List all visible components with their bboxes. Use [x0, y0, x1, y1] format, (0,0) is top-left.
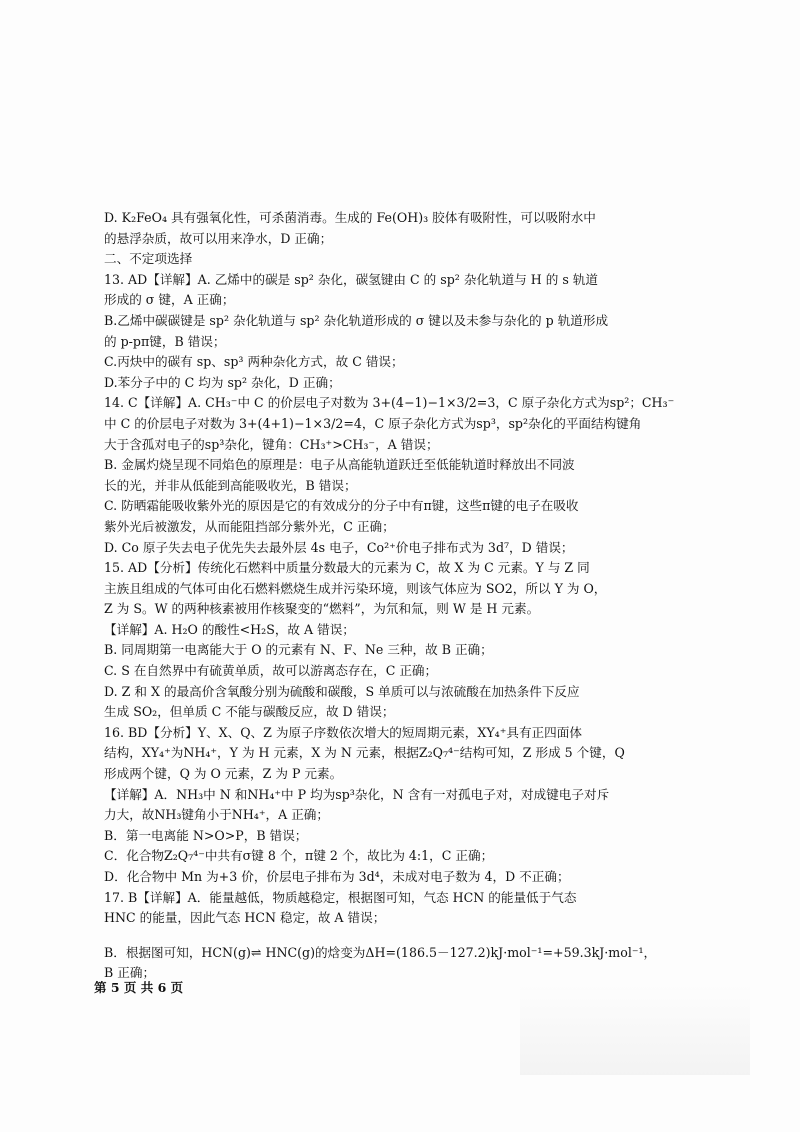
text-line: 生成 SO₂，但单质 C 不能与碳酸反应，故 D 错误； [104, 704, 395, 720]
text-line: B. 金属灼烧呈现不同焰色的原理是：电子从高能轨道跃迁至低能轨道时释放出不同波 [104, 457, 575, 473]
text-line: 16. BD【分析】Y、X、Q、Z 为原子序数依次增大的短周期元素，XY₄⁺具有正四面体 [104, 724, 582, 740]
text-line: 15. AD【分析】传统化石燃料中质量分数最大的元素为 C，故 X 为 C 元素。Y 与 Z 同 [104, 560, 590, 576]
text-line: C. S 在自然界中有硫黄单质，故可以游离态存在，C 正确； [104, 663, 438, 679]
text-line: 大于含孤对电子的sp³杂化，键角：CH₃⁺>CH₃⁻，A 错误； [104, 436, 439, 452]
text-line: 结构，XY₄⁺为NH₄⁺，Y 为 H 元素，X 为 N 元素，根据Z₂Q₇⁴⁻结构可知，Z 形成 5 个键，Q [104, 745, 625, 761]
text-line: B．根据图可知，HCN(g)⇌ HNC(g)的焓变为ΔH=(186.5－127.2)kJ·mol⁻¹=+59.3kJ·mol⁻¹， [104, 944, 657, 960]
text-line: D. K₂FeO₄ 具有强氧化性，可杀菌消毒。生成的 Fe(OH)₃ 胶体有吸附性，可以吸附水中 [104, 210, 596, 225]
page-footer: 第 5 页 共 6 页 [94, 980, 184, 995]
scan-shadow [520, 985, 750, 1075]
text-line: D．化合物中 Mn 为+3 价，价层电子排布为 3d⁴，未成对电子数为 4，D 不正确； [104, 869, 570, 884]
text-line: 【详解】A．NH₃中 N 和NH₄⁺中 P 均为sp³杂化，N 含有一对孤电子对，对成键电子对斥 [104, 786, 610, 802]
text-line: 长的光，并非从低能到高能吸收光，B 错误； [104, 477, 357, 493]
spacer [104, 929, 704, 943]
text-line: 17. B【详解】A．能量越低，物质越稳定，根据图可知，气态 HCN 的能量低于气态 [104, 889, 577, 905]
text-line: B. 同周期第一电离能大于 O 的元素有 N、F、Ne 三种，故 B 正确； [104, 642, 493, 658]
text-line: D. Co 原子失去电子优先失去最外层 4s 电子，Co²⁺价电子排布式为 3d⁷，D 错误； [104, 539, 574, 555]
text-line: D. Z 和 X 的最高价含氧酸分别为硫酸和碳酸，S 单质可以与浓硫酸在加热条件下反应 [104, 683, 580, 699]
text-line: B．第一电离能 N>O>P，B 错误； [104, 827, 308, 843]
text-line: 形成的 σ 键，A 正确； [104, 292, 235, 308]
text-line: C．化合物Z₂Q₇⁴⁻中共有σ键 8 个，π键 2 个，故比为 4:1，C 正确； [104, 848, 494, 864]
text-line: Z 为 S。W 的两种核素被用作核聚变的“燃料”，为氘和氚，则 W 是 H 元素。 [104, 601, 540, 617]
text-line: 力大，故NH₃键角小于NH₄⁺，A 正确； [104, 807, 329, 823]
text-line: B.乙烯中碳碳键是 sp² 杂化轨道与 sp² 杂化轨道形成的 σ 键以及未参与杂化的 p 轨道形成 [104, 312, 609, 328]
text-line: 14. C【详解】A. CH₃⁻中 C 的价层电子对数为 3+(4−1)−1×3/2=3，C 原子杂化方式为sp²；CH₃⁻ [104, 395, 675, 411]
text-line: 13. AD【详解】A. 乙烯中的碳是 sp² 杂化，碳氢键由 C 的 sp² 杂化轨道与 H 的 s 轨道 [104, 271, 599, 287]
text-line: C. 防晒霜能吸收紫外光的原因是它的有效成分的分子中有π键，这些π键的电子在吸收 [104, 498, 579, 514]
text-line: 的悬浮杂质，故可以用来净水，D 正确； [104, 230, 333, 246]
text-line: 形成两个键，Q 为 O 元素，Z 为 P 元素。 [104, 766, 343, 782]
text-line: 【详解】A. H₂O 的酸性<H₂S，故 A 错误； [104, 621, 355, 637]
text-line: HNC 的能量，因此气态 HCN 稳定，故 A 错误； [104, 910, 386, 926]
text-line: 中 C 的价层电子对数为 3+(4+1)−1×3/2=4，C 原子杂化方式为sp³，sp²杂化的平面结构键角 [104, 415, 642, 431]
text-line: C.丙炔中的碳有 sp、sp³ 两种杂化方式，故 C 错误； [104, 354, 404, 370]
text-line: 的 p-pπ键，B 错误； [104, 333, 226, 349]
text-line: 主族且组成的气体可由化石燃料燃烧生成并污染环境，则该气体应为 SO2，所以 Y 为 O， [104, 580, 607, 596]
text-line: 紫外光后被激发，从而能阻挡部分紫外光，C 正确； [104, 518, 395, 534]
text-line: B 正确； [104, 965, 156, 981]
section-heading: 二、不定项选择 [104, 251, 193, 267]
text-line: D.苯分子中的 C 均为 sp² 杂化，D 正确； [104, 374, 341, 390]
answer-text-block [104, 208, 704, 984]
